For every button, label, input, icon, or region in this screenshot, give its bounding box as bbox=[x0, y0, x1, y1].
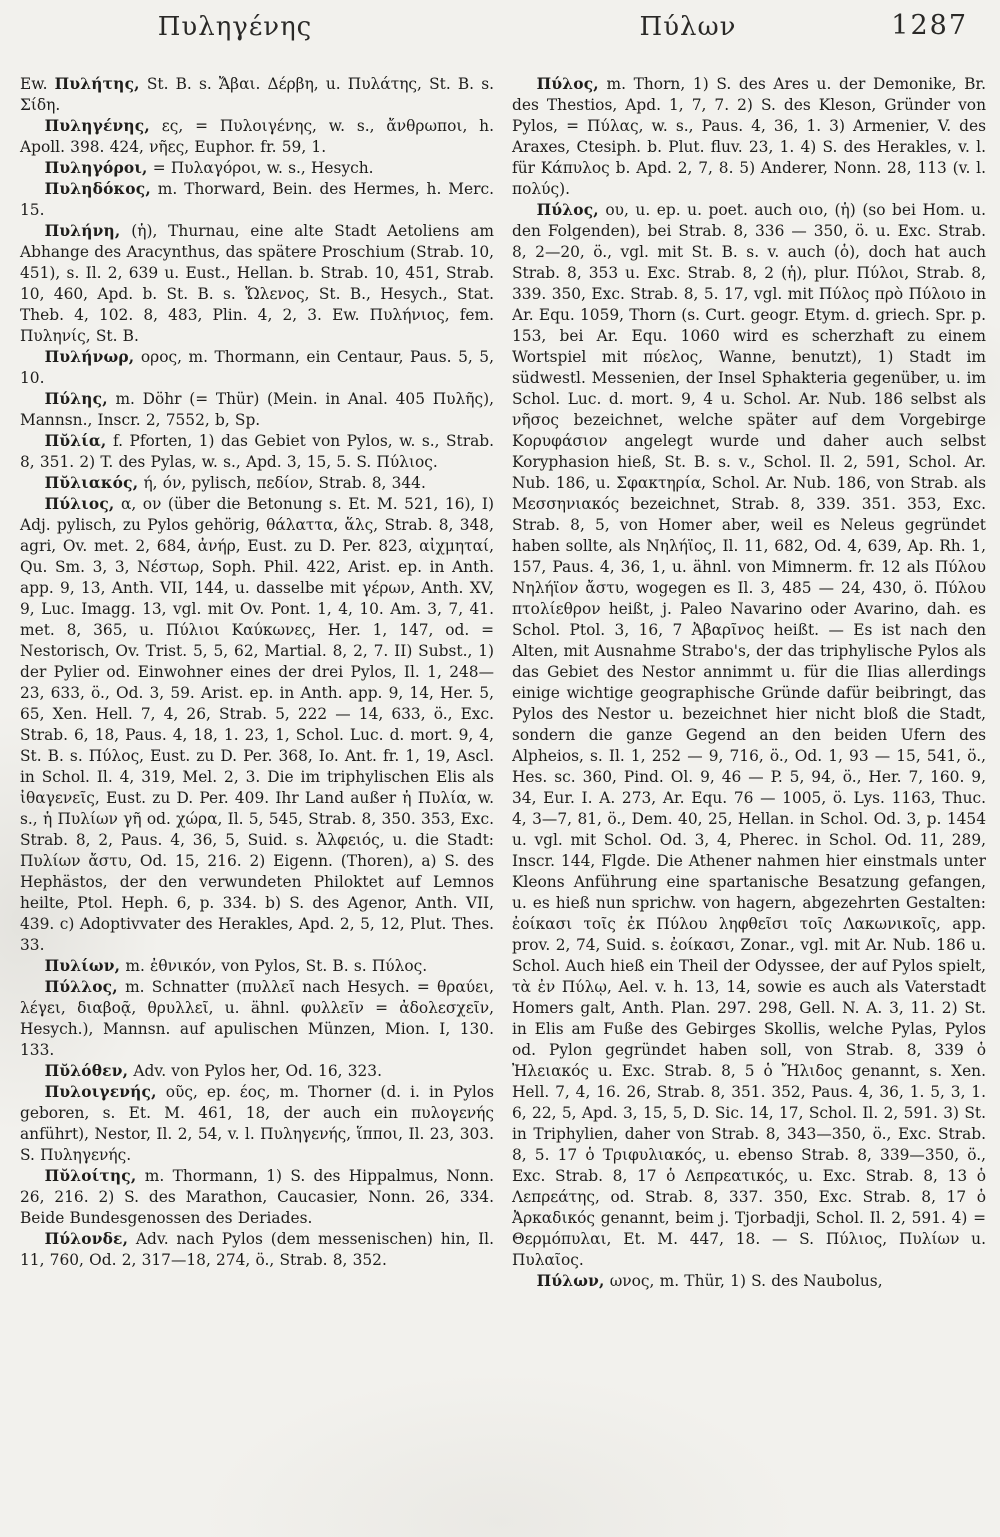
entry-body: m. Thormann, 1) S. des Hippalmus, Nonn. 26, 216. 2) S. des Marathon, Caucasier, Nonn. 26, 334. Beide Bundesgenossen des Deriades. bbox=[20, 1167, 494, 1227]
dictionary-entry bbox=[20, 221, 494, 347]
dictionary-entry bbox=[20, 116, 494, 158]
dictionary-entry bbox=[20, 1166, 494, 1229]
entry-headword: Πυλήτης, bbox=[54, 75, 140, 93]
entry-lead: Ew. bbox=[20, 75, 55, 93]
entry-body: m. Thorward, Bein. des Hermes, h. Merc. 15. bbox=[20, 180, 494, 219]
entry-headword: Πύλων, bbox=[536, 1272, 605, 1290]
entry-headword: Πυλήνωρ, bbox=[44, 348, 135, 366]
entry-headword: Πῠλία, bbox=[44, 432, 107, 450]
entry-headword: Πῠλιακός, bbox=[44, 474, 139, 492]
dictionary-entry bbox=[20, 1061, 494, 1082]
entry-headword: Πυληγόροι, bbox=[44, 159, 148, 177]
entry-body: ου, u. ep. u. poet. auch οιο, (ἡ) (so bei Hom. u. den Folgenden), bei Strab. 8, 336 — 350, ö. u. Exc. Strab. 8, 2—20, ö., vgl. mit St. B. s. v. auch (ὁ), doch hat auch Strab. 8, 353 u. Exc. Strab. 8, 2 (ἡ), plur. Πύλοι, Strab. 8, 339. 350, Exc. Strab. 8, 5. 17, vgl. mit Πύλος πρὸ Πύλοιο in Ar. Equ. 1059, Thorn (s. Curt. geogr. Etym. d. griech. Spr. p. 153, bei Ar. Equ. 1060 wird es scherzhaft zu einem Wortspiel mit πύελος, Wanne, benutzt), 1) Stadt im südwestl. Messenien, der Insel Sphakteria gegenüber, u. im Schol. Luc. d. mort. 9, 4 u. Schol. Ar. Nub. 186 selbst als νῆσος bezeichnet, welche später auf dem Vorgebirge Κορυφάσιον angelegt wurde und daher auch selbst Koryphasion hieß, St. B. s. v., Schol. Il. 2, 591, Schol. Ar. Nub. 186, u. Σφακτηρία, Schol. Ar. Nub. 186, von Strab. als Μεσσηνιακός bezeichnet, Strab. 8, 339. 351. 353, Exc. Strab. 8, 5, von Homer aber, weil es Neleus gegründet haben sollte, als Νηλήϊος, Il. 11, 682, Od. 4, 639, Ap. Rh. 1, 157, Paus. 4, 36, 1, u. ähnl. von Mimnerm. fr. 12 als Πύλου Νηλήϊον ἄστυ, wogegen es Il. 3, 485 — 24, 430, ö. Πύλου πτολίεθρον heißt, j. Paleo Navarino oder Avarino, dah. es Schol. Ptol. 3, 16, 7 Ἀβαρῖνος heißt. — Es ist nach den Alten, mit Ausnahme Strabo's, der das triphylische Pylos als das Gebiet des Nestor annimmt u. für die Ilias allerdings einige wichtige geographische Gründe dafür beibringt, das Pylos des Nestor u. bezeichnet hier nicht bloß die Stadt, sondern die ganze Gegend an den beiden Ufern des Alpheios, s. Il. 1, 252 — 9, 716, ö., Od. 1, 93 — 15, 541, ö., Hes. sc. 360, Pind. Ol. 9, 46 — P. 5, 94, ö., Her. 7, 160. 9, 34, Eur. I. A. 273, Ar. Equ. 76 — 1005, ö. Lys. 1163, Thuc. 4, 3—7, 81, ö., Dem. 40, 25, Hellan. in Schol. Od. 3, p. 1454 u. vgl. mit Schol. Od. 3, 4, Pherec. in Schol. Od. 11, 289, Inscr. 144, Flgde. Die Athener nahmen hier einstmals unter Kleons Anführung eine spartanische Besatzung gefangen, u. es hieß nun sprichw. von hagern, abgezehrten Gestalten: ἐοίκασι τοῖς ἐκ Πύλου ληφθεῖσι τοῖς Λακωνικοῖς, app. prov. 2, 74, Suid. s. ἐοίκασι, Zonar., vgl. mit Ar. Nub. 186 u. Schol. Auch hieß ein Theil der Odyssee, der auf Pylos spielt, τὰ ἐν Πύλῳ, Ael. v. h. 13, 14, sowie es auch als Vaterstadt Homers galt, Anth. Plan. 297. 298, Gell. N. A. 3, 11. 2) St. in Elis am Fuße des Gebirges Skollis, welche Pylas, Pylos od. Pylon gegründet haben soll, von Strab. 8, 339 ὁ Ἠλειακός u. Exc. Strab. 8, 5 ὁ Ἤλιδος genannt, s. Xen. Hell. 7, 4, 16. 26, Strab. 8, 351. 352, Paus. 4, 36, 1. 5, 3, 1. 6, 22, 5, Apd. 3, 15, 5, D. Sic. 14, 17, Schol. Il. 2, 591. 3) St. in Triphylien, daher von Strab. 8, 343—350, ö., Exc. Strab. 8, 5. 17 ὁ Τριφυλιακός, u. ebenso Strab. 8, 339—350, ö., Exc. Strab. 8, 17 ὁ Λεπρεατικός, u. Exc. Strab. 8, 13 ὁ Λεπρεάτης, od. Strab. 8, 337. 350, Exc. Strab. 8, 17 ὁ Ἀρκαδικός genannt, beim j. Tjorbadji, Schol. Il. 2, 591. 4) = Θερμόπυλαι, Et. M. 447, 18. — S. Πύλιος, Πυλίων u. Πυλαῖος. bbox=[512, 201, 986, 1269]
entry-body: (ἡ), Thurnau, eine alte Stadt Aetoliens am Abhange des Aracynthus, das spätere Proschium (Strab. 10, 451), s. Il. 2, 639 u. Eust., Hellan. b. Strab. 10, 451, Strab. 10, 460, Apd. b. St. B. s. Ὤλενος, St. B., Hesych., Stat. Theb. 4, 102. 8, 483, Plin. 4, 2, 3. Ew. Πυλήνιος, fem. Πυληνίς, St. B. bbox=[20, 222, 494, 345]
dictionary-entry bbox=[20, 389, 494, 431]
dictionary-entry bbox=[20, 179, 494, 221]
dictionary-entry bbox=[20, 473, 494, 494]
entry-headword: Πύλης, bbox=[44, 390, 108, 408]
page-header bbox=[0, 0, 1000, 70]
entry-headword: Πύλλος, bbox=[44, 978, 118, 996]
dictionary-entry bbox=[20, 347, 494, 389]
entry-body: ες, = Πυλοιγένης, w. s., ἄνθρωποι, h. Apoll. 398. 424, νῆες, Euphor. fr. 59, 1. bbox=[20, 117, 494, 156]
entry-headword: Πύλος, bbox=[536, 75, 599, 93]
dictionary-entry bbox=[20, 956, 494, 977]
entry-body: οῦς, ep. έος, m. Thorner (d. i. in Pylos geboren, s. Et. M. 461, 18, der auch ein πυλογενής anführt), Nestor, Il. 2, 54, v. l. Πυληγενής, ἵπποι, Il. 23, 303. S. Πυληγενής. bbox=[20, 1083, 494, 1164]
entry-body: m. Thorn, 1) S. des Ares u. der Demonike, Br. des Thestios, Apd. 1, 7, 7. 2) S. des Kleson, Gründer von Pylos, = Πύλας, w. s., Paus. 4, 36, 1. 3) Armenier, V. des Araxes, Ctesiph. b. Plut. fluv. 23, 1. 4) S. des Herakles, v. l. für Κάπυλος b. Apd. 2, 7, 8. 5) Anderer, Nonn. 28, 113 (v. l. πολύς). bbox=[512, 75, 986, 198]
dictionary-entry bbox=[20, 1229, 494, 1271]
dictionary-entry bbox=[512, 200, 986, 1271]
right-column bbox=[512, 74, 986, 1292]
dictionary-entry bbox=[20, 74, 494, 116]
entry-body: α, ον (über die Betonung s. Et. M. 521, 16), I) Adj. pylisch, zu Pylos gehörig, θάλαττα, ἅλς, Strab. 8, 348, agri, Ov. met. 2, 684, ἀνήρ, Eust. zu D. Per. 823, αἰχμηταί, Qu. Sm. 3, 3, Νέστωρ, Soph. Phil. 422, Arist. ep. in Anth. app. 9, 13, Anth. VII, 144, u. dasselbe mit γέρων, Anth. XV, 9, Luc. Imagg. 13, vgl. mit Ov. Pont. 1, 4, 10. Am. 3, 7, 41. met. 8, 365, u. Πύλιοι Καύκωνες, Her. 1, 147, od. = Nestorisch, Ov. Trist. 5, 5, 62, Martial. 8, 2, 7. II) Subst., 1) der Pylier od. Einwohner eines der drei Pylos, Il. 1, 248—23, 633, ö., Od. 3, 59. Arist. ep. in Anth. app. 9, 14, Her. 5, 65, Xen. Hell. 7, 4, 26, Strab. 5, 222 — 14, 633, ö., Exc. Strab. 6, 18, Paus. 4, 18, 1. 23, 1, Schol. Luc. d. mort. 9, 4, St. B. s. Πύλος, Eust. zu D. Per. 368, Io. Ant. fr. 1, 19, Ascl. in Schol. Il. 4, 319, Mel. 2, 3. Die im triphylischen Elis als ἰθαγενεῖς, Eust. zu D. Per. 409. Ihr Land außer ἡ Πυλία, w. s., ἡ Πυλίων γῆ od. χώρα, Il. 5, 545, Strab. 8, 350. 353, Exc. Strab. 8, 2, Paus. 4, 36, 5, Suid. s. Ἀλφειός, u. die Stadt: Πυλίων ἄστυ, Od. 15, 216. 2) Eigenn. (Thoren), a) S. des Hephästos, der den verwundeten Philoktet auf Lemnos heilte, Ptol. Heph. 6, p. 334. b) S. des Agenor, Anth. VII, 439. c) Adoptivvater des Herakles, Apd. 2, 5, 12, Plut. Thes. 33. bbox=[20, 495, 494, 954]
entry-headword: Πυλήνη, bbox=[44, 222, 121, 240]
entry-body: St. B. s. Ἄβαι. Δέρβη, u. Πυλάτης, St. B. s. Σίδη. bbox=[20, 75, 494, 114]
entry-body: m. ἐθνικόν, von Pylos, St. B. s. Πύλος. bbox=[120, 957, 428, 975]
dictionary-entry bbox=[20, 494, 494, 956]
dictionary-entry bbox=[20, 977, 494, 1061]
entry-headword: Πύλονδε, bbox=[44, 1230, 129, 1248]
entry-body: = Πυλαγόροι, w. s., Hesych. bbox=[147, 159, 374, 177]
entry-headword: Πῠλόθεν, bbox=[44, 1062, 129, 1080]
entry-headword: Πυλοιγενής, bbox=[44, 1083, 157, 1101]
entry-body: Adv. von Pylos her, Od. 16, 323. bbox=[128, 1062, 382, 1080]
page-number: 1287 bbox=[891, 10, 968, 41]
entry-body: Adv. nach Pylos (dem messenischen) hin, Il. 11, 760, Od. 2, 317—18, 274, ö., Strab. 8, 352. bbox=[20, 1230, 494, 1269]
entry-body: m. Schnatter (πυλλεῖ nach Hesych. = θραύει, λέγει, διαβοᾷ, θρυλλεῖ, u. ähnl. φυλλεῖν = ἀδολεσχεῖν, Hesych.), Mannsn. auf apulischen Münzen, Mion. I, 130. 133. bbox=[20, 978, 494, 1059]
entry-headword: Πυληγένης, bbox=[44, 117, 150, 135]
entry-headword: Πύλιος, bbox=[44, 495, 115, 513]
entry-headword: Πῠλοίτης, bbox=[44, 1167, 137, 1185]
dictionary-entry bbox=[20, 431, 494, 473]
dictionary-entry bbox=[512, 1271, 986, 1292]
text-columns bbox=[0, 70, 1000, 1292]
entry-body: ορος, m. Thormann, ein Centaur, Paus. 5, 5, 10. bbox=[20, 348, 494, 387]
entry-headword: Πυληδόκος, bbox=[44, 180, 151, 198]
dictionary-entry bbox=[20, 1082, 494, 1166]
entry-body: m. Döhr (= Thür) (Mein. in Anal. 405 Πυλῆς), Mannsn., Inscr. 2, 7552, b, Sp. bbox=[20, 390, 494, 429]
entry-headword: Πύλος, bbox=[536, 201, 599, 219]
entry-headword: Πυλίων, bbox=[44, 957, 121, 975]
dictionary-entry bbox=[20, 158, 494, 179]
entry-body: f. Pforten, 1) das Gebiet von Pylos, w. s., Strab. 8, 351. 2) T. des Pylas, w. s., Apd. 3, 15, 5. S. Πύλιος. bbox=[20, 432, 494, 471]
left-column bbox=[20, 74, 494, 1292]
dictionary-entry bbox=[512, 74, 986, 200]
entry-body: ή, όν, pylisch, πεδίον, Strab. 8, 344. bbox=[138, 474, 426, 492]
entry-body: ωνος, m. Thür, 1) S. des Naubolus, bbox=[604, 1272, 883, 1290]
running-title-left: Πυληγένης bbox=[157, 12, 313, 42]
running-title-right: Πύλων bbox=[639, 12, 737, 42]
